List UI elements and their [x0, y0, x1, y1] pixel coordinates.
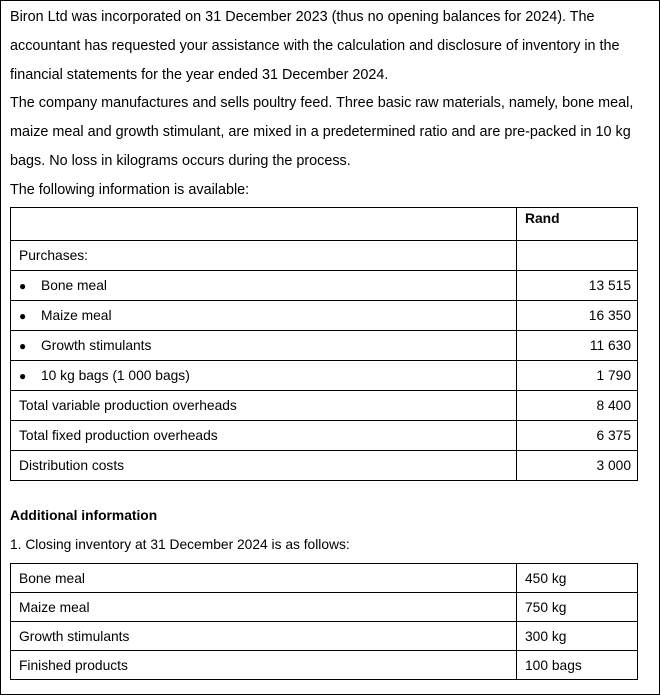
- table-row: [11, 301, 638, 331]
- bullet-icon: ●: [19, 279, 27, 293]
- table-row: [11, 331, 638, 361]
- bullet-icon: ●: [19, 339, 27, 353]
- table-row: [11, 622, 638, 651]
- inventory-table: [10, 563, 638, 680]
- intro-paragraph-1: [10, 3, 650, 90]
- row-value: 1 790: [517, 361, 638, 391]
- row-value: 13 515: [517, 271, 638, 301]
- row-value: 16 350: [517, 301, 638, 331]
- header-cell-rand: Rand: [517, 208, 638, 241]
- intro-line: maize meal and growth stimulant, are mixed in a predetermined ratio and are pre-packed in 10 kg: [10, 124, 631, 140]
- table-row: [11, 391, 638, 421]
- row-label: Bone meal: [41, 278, 107, 293]
- intro-line: accountant has requested your assistance with the calculation and disclosure of inventory in the: [10, 38, 620, 54]
- row-value: 6 375: [517, 421, 638, 451]
- row-label: Growth stimulants: [41, 338, 152, 353]
- row-label: Maize meal: [41, 308, 112, 323]
- closing-inventory-note: 1. Closing inventory at 31 December 2024 is as follows:: [10, 537, 350, 552]
- purchases-label: Purchases:: [11, 241, 517, 271]
- table-row: [11, 361, 638, 391]
- table-row: [11, 241, 638, 271]
- intro-paragraph-3: [10, 176, 650, 205]
- additional-info-heading: Additional information: [10, 508, 158, 523]
- row-value: 750 kg: [517, 593, 638, 622]
- intro-paragraph-2: [10, 89, 650, 176]
- row-label: Bone meal: [11, 564, 517, 593]
- table-row: [11, 593, 638, 622]
- intro-line: bags. No loss in kilograms occurs during the process.: [10, 153, 351, 169]
- bullet-icon: ●: [19, 369, 27, 383]
- row-value: 11 630: [517, 331, 638, 361]
- intro-line: The company manufactures and sells poultry feed. Three basic raw materials, namely, bone meal,: [10, 95, 634, 111]
- row-value: 100 bags: [517, 651, 638, 680]
- row-label: Total fixed production overheads: [11, 421, 517, 451]
- empty-cell: [517, 241, 638, 271]
- row-label: Growth stimulants: [11, 622, 517, 651]
- row-label: Maize meal: [11, 593, 517, 622]
- table-row: [11, 451, 638, 481]
- table-row: [11, 651, 638, 680]
- row-value: 8 400: [517, 391, 638, 421]
- row-value: 300 kg: [517, 622, 638, 651]
- bullet-icon: ●: [19, 309, 27, 323]
- intro-line: The following information is available:: [10, 182, 250, 198]
- row-label: 10 kg bags (1 000 bags): [41, 368, 190, 383]
- row-label: Finished products: [11, 651, 517, 680]
- table-row: [11, 271, 638, 301]
- row-value: 3 000: [517, 451, 638, 481]
- intro-line: financial statements for the year ended 31 December 2024.: [10, 67, 389, 83]
- intro-line: Biron Ltd was incorporated on 31 December 2023 (thus no opening balances for 2024). The: [10, 9, 595, 25]
- row-label: Total variable production overheads: [11, 391, 517, 421]
- table-row: [11, 564, 638, 593]
- table-row: [11, 421, 638, 451]
- header-cell-empty: [11, 208, 517, 241]
- cost-table: [10, 207, 638, 481]
- row-label: Distribution costs: [11, 451, 517, 481]
- table-header-row: [11, 208, 638, 241]
- row-value: 450 kg: [517, 564, 638, 593]
